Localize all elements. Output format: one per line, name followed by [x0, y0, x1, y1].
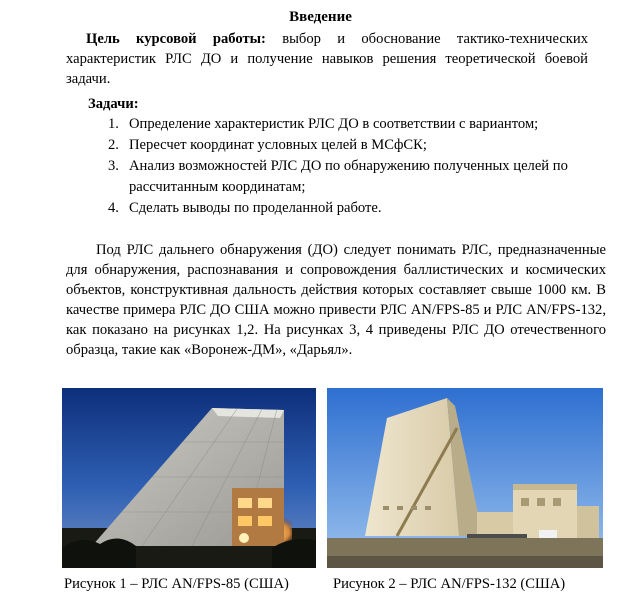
goal-text: выбор и обоснование тактико-технических характеристик РЛС ДО и получение навыков решения теоретической боевой задачи. [66, 31, 588, 87]
figure-1-image [62, 388, 316, 568]
task-text: Определение характеристик РЛС ДО в соответствии с вариантом; [129, 116, 539, 132]
figure-1-caption: Рисунок 1 – РЛС AN/FPS-85 (США) [64, 576, 289, 592]
task-text: Сделать выводы по проделанной работе. [129, 200, 382, 216]
task-item [66, 156, 588, 198]
task-text: Анализ возможностей РЛС ДО по обнаружению полученных целей по рассчитанным координатам; [129, 158, 568, 195]
goal-label: Цель курсовой работы: [86, 31, 266, 47]
tasks-title: Задачи: [88, 96, 139, 112]
task-number: 2. [108, 137, 119, 153]
task-number: 3. [108, 158, 119, 174]
figure-2-caption: Рисунок 2 – РЛС AN/FPS-132 (США) [333, 576, 566, 592]
task-text: Пересчет координат условных целей в МСфСК; [129, 137, 427, 153]
goal-paragraph [66, 29, 588, 89]
task-number: 1. [108, 116, 119, 132]
task-number: 4. [108, 200, 119, 216]
tasks-list [66, 114, 588, 219]
task-item [66, 135, 588, 156]
radar-fps132-illustration [327, 388, 603, 568]
task-item [66, 114, 588, 135]
radar-fps85-illustration [62, 388, 316, 568]
figure-2-image [327, 388, 603, 568]
section-heading: Введение [289, 9, 352, 25]
body-paragraph: Под РЛС дальнего обнаружения (ДО) следует понимать РЛС, предназначенные для обнаружения, распознавания и сопровождения баллистических и космических объектов, конструктивная дальность действия которых составляет свыше 1000 км. В качестве примера РЛС ДО США можно привести РЛС AN/FPS-85 и РЛС AN/FPS-132, как показано на рисунках 1,2. На рисунках 3, 4 приведены РЛС ДО отечественного образца, такие как «Воронеж-ДМ», «Дарьял». [66, 242, 606, 358]
task-item [66, 198, 588, 219]
